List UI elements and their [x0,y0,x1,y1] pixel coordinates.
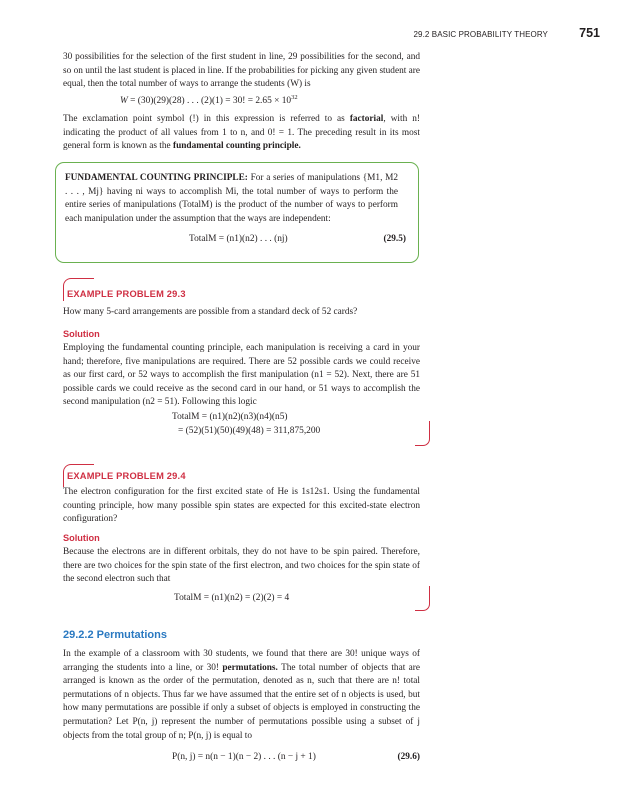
example-29-4-solution-text: Because the electrons are in different orbitals, they do not have to be spin paired. Therefore, there are two choices for the spin state of the first electron, and two choices for the spin state of the second electron such that [63,547,420,585]
header-section-title: 29.2 BASIC PROBABILITY THEORY [413,30,548,39]
example-end-mark [415,421,430,446]
section-heading-permutations: 29.2.2 Permutations [63,629,167,641]
example-29-3-solution-label: Solution [63,329,100,339]
permutation-equation: P(n, j) = n(n − 1)(n − 2) . . . (n − j + 1) [172,752,316,762]
counting-principle-term: fundamental counting principle. [172,141,301,152]
permutations-paragraph [63,648,420,743]
principle-equation: TotalM = (n1)(n2) . . . (nj) [189,234,288,244]
eq-w-exponent: 32 [291,93,298,101]
principle-box [55,162,419,263]
example-29-4-title: EXAMPLE PROBLEM 29.4 [67,471,186,481]
principle-body: For a series of manipulations {M1, M2 . . . , Mj} having ni ways to accomplish Mi, the total number of ways to perform the entire series of manipulations (TotalM) is the product of the number of ways to perform each manipulation under the assumption that the ways are independent: [65,173,399,224]
permutations-text-2: The total number of objects that are arranged is known as the order of the permutation, denoted as n, such that there are n! total permutations of n objects. Thus far we have assumed that the entire set of n objects is used, but how many permutations are possible if only a subset of objects is employed in constructing the permutation? Let P(n, j) represent the number of permutations possible using a subset of j objects from the total group of n; P(n, j) is equal to [63,662,420,741]
example-29-3-title: EXAMPLE PROBLEM 29.3 [67,289,186,299]
eq-w-symbol: W [120,96,128,106]
equation-number-29-6: (29.6) [397,752,420,762]
permutations-term: permutations. [222,662,278,673]
principle-title: FUNDAMENTAL COUNTING PRINCIPLE: [65,173,248,183]
example-29-3-solution-text: Employing the fundamental counting principle, each manipulation is receiving a card in your hand; therefore, five manipulations are required. There are 52 possible cards we could receive as our first card, or 52 ways to accomplish the first manipulation (n1 = 52). Next, there are 51 possible cards we could receive as the second card in our hand, or 51 ways to accomplish the second manipulation (n2 = 51). Following this logic [63,343,420,408]
example-29-3-question: How many 5-card arrangements are possible from a standard deck of 52 cards? [63,307,358,317]
example-29-4-equation: TotalM = (n1)(n2) = (2)(2) = 4 [174,593,290,603]
page-number: 751 [579,26,600,40]
factorial-text-1: The exclamation point symbol (!) in this expression is referred to as [63,114,350,124]
factorial-text-2: , with n! indicating the product of all values from 1 to n, and 0! = 1. The preceding result in its most general form is known as the [63,114,420,152]
example-29-3-equation-1: TotalM = (n1)(n2)(n3)(n4)(n5) [172,412,288,422]
example-end-mark [415,586,430,611]
factorial-paragraph [63,113,420,154]
example-29-4-question: The electron configuration for the first excited state of He is 1s12s1. Using the fundamental counting principle, how many possible spin states are expected for this excited-state electron configuration? [63,487,420,525]
running-header [0,26,600,42]
eq-w-rhs: = (30)(29)(28) . . . (2)(1) = 30! = 2.65 × 10 [127,96,292,106]
example-29-4-solution-label: Solution [63,533,100,543]
principle-text [65,172,398,226]
factorial-term: factorial [349,114,384,124]
permutations-text-1: In the example of a classroom with 30 students, we found that there are 30! unique ways of arranging the students into a line, or 30! [63,649,420,673]
example-29-3-equation-2: = (52)(51)(50)(49)(48) = 311,875,200 [178,426,321,436]
intro-equation [120,95,298,109]
intro-paragraph: 30 possibilities for the selection of the first student in line, 29 possibilities for the second, and so on until the last student is placed in line. If the probabilities for picking any given student are equal, then the total number of ways to arrange the students (W) is [63,52,420,90]
equation-number-29-5: (29.5) [383,234,406,244]
